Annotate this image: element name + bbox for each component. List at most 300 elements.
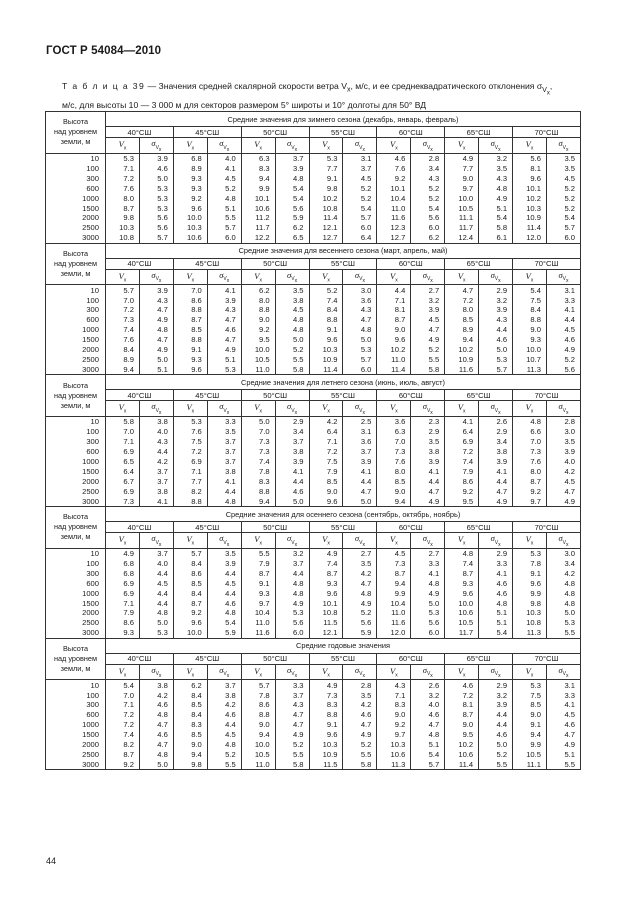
mean-speed-cell: 10.2 <box>309 193 343 203</box>
mean-speed-header: $V_x$ <box>309 138 343 154</box>
latitude-header: 40°СШ <box>106 653 174 664</box>
mean-speed-header: $V_x$ <box>377 664 411 680</box>
std-dev-cell: 3.1 <box>343 153 377 163</box>
mean-speed-cell: 8.4 <box>173 690 207 700</box>
mean-speed-header: $V_x$ <box>513 269 547 285</box>
std-dev-cell: 3.7 <box>207 447 241 457</box>
mean-speed-cell: 12.0 <box>377 628 411 638</box>
std-dev-cell: 3.3 <box>546 690 580 700</box>
std-dev-cell: 2.9 <box>479 680 513 690</box>
std-dev-cell: 2.6 <box>411 680 445 690</box>
mean-speed-cell: 8.4 <box>173 558 207 568</box>
table-row <box>46 558 581 568</box>
std-dev-cell: 5.4 <box>479 628 513 638</box>
mean-speed-cell: 10.9 <box>309 750 343 760</box>
season-title-row <box>46 112 581 127</box>
mean-speed-cell: 7.2 <box>173 447 207 457</box>
std-dev-cell: 4.9 <box>411 588 445 598</box>
mean-speed-cell: 4.9 <box>309 680 343 690</box>
mean-speed-cell: 5.7 <box>173 548 207 558</box>
mean-speed-cell: 10.3 <box>309 345 343 355</box>
std-dev-cell: 5.7 <box>343 213 377 223</box>
std-dev-cell: 3.2 <box>411 690 445 700</box>
height-cell: 2500 <box>46 618 106 628</box>
std-dev-cell: 5.2 <box>207 183 241 193</box>
mean-speed-cell: 10.0 <box>173 213 207 223</box>
latitude-header: 40°СШ <box>106 522 174 533</box>
mean-speed-cell: 9.6 <box>513 173 547 183</box>
std-dev-header: $\sigma_{V_x}$ <box>479 533 513 549</box>
latitude-header: 70°СШ <box>513 127 581 138</box>
mean-speed-cell: 11.2 <box>241 213 275 223</box>
std-dev-cell: 5.2 <box>546 183 580 193</box>
std-dev-cell: 2.6 <box>479 416 513 426</box>
mean-speed-cell: 4.6 <box>445 680 479 690</box>
std-dev-cell: 3.7 <box>275 690 309 700</box>
mean-speed-cell: 9.9 <box>241 183 275 193</box>
std-dev-cell: 4.7 <box>411 325 445 335</box>
season-title: Средние значения для летнего сезона (июнь, июль, август) <box>106 375 581 390</box>
std-dev-cell: 5.1 <box>139 364 173 374</box>
std-dev-cell: 2.9 <box>479 548 513 558</box>
page-number: 44 <box>46 856 57 866</box>
height-cell: 1500 <box>46 598 106 608</box>
mean-speed-cell: 6.8 <box>173 153 207 163</box>
latitude-header: 40°СШ <box>106 127 174 138</box>
mean-speed-cell: 10.5 <box>241 750 275 760</box>
std-dev-cell: 2.9 <box>411 427 445 437</box>
mean-speed-cell: 7.7 <box>173 476 207 486</box>
mean-speed-cell: 9.0 <box>445 173 479 183</box>
std-dev-cell: 3.9 <box>207 295 241 305</box>
mean-speed-cell: 9.7 <box>241 598 275 608</box>
std-dev-cell: 4.8 <box>275 173 309 183</box>
std-dev-cell: 2.9 <box>275 416 309 426</box>
mean-speed-cell: 8.7 <box>377 315 411 325</box>
mean-speed-cell: 7.0 <box>377 437 411 447</box>
height-cell: 3000 <box>46 364 106 374</box>
mean-speed-cell: 8.7 <box>445 568 479 578</box>
mean-speed-cell: 5.2 <box>309 285 343 295</box>
std-dev-cell: 4.8 <box>275 578 309 588</box>
mean-speed-cell: 11.5 <box>309 618 343 628</box>
mean-speed-cell: 8.7 <box>173 315 207 325</box>
mean-speed-cell: 8.4 <box>173 588 207 598</box>
mean-speed-cell: 10.2 <box>445 345 479 355</box>
latitude-header: 50°СШ <box>241 653 309 664</box>
std-dev-cell: 4.3 <box>139 295 173 305</box>
std-dev-cell: 5.0 <box>275 496 309 506</box>
std-dev-cell: 5.2 <box>479 750 513 760</box>
std-dev-cell: 4.6 <box>546 335 580 345</box>
std-dev-cell: 5.4 <box>411 203 445 213</box>
latitude-header-row <box>46 522 581 533</box>
table-row <box>46 153 581 163</box>
mean-speed-cell: 9.6 <box>513 578 547 588</box>
std-dev-cell: 4.2 <box>139 456 173 466</box>
height-cell: 10 <box>46 153 106 163</box>
std-dev-cell: 6.0 <box>546 233 580 243</box>
mean-speed-cell: 8.8 <box>309 315 343 325</box>
height-cell: 1000 <box>46 720 106 730</box>
std-dev-cell: 4.3 <box>343 305 377 315</box>
mean-speed-cell: 11.4 <box>309 213 343 223</box>
std-dev-cell: 5.2 <box>343 193 377 203</box>
mean-speed-cell: 7.9 <box>241 558 275 568</box>
mean-speed-cell: 6.9 <box>445 437 479 447</box>
mean-speed-header: $V_x$ <box>445 533 479 549</box>
mean-speed-header: $V_x$ <box>445 138 479 154</box>
mean-speed-cell: 8.3 <box>309 700 343 710</box>
mean-speed-cell: 10.1 <box>377 183 411 193</box>
mean-speed-cell: 5.5 <box>241 548 275 558</box>
height-column-header: Высота над уровнем земли, м <box>46 638 106 680</box>
std-dev-cell: 3.1 <box>546 285 580 295</box>
std-dev-cell: 3.3 <box>275 680 309 690</box>
std-dev-cell: 4.6 <box>275 486 309 496</box>
std-dev-cell: 4.1 <box>479 466 513 476</box>
table-row <box>46 183 581 193</box>
table-row <box>46 203 581 213</box>
mean-speed-cell: 8.5 <box>309 476 343 486</box>
mean-speed-cell: 9.0 <box>241 720 275 730</box>
height-cell: 2500 <box>46 486 106 496</box>
mean-speed-cell: 12.2 <box>241 233 275 243</box>
mean-speed-cell: 10.9 <box>445 355 479 365</box>
mean-speed-cell: 10.2 <box>445 740 479 750</box>
table-row <box>46 173 581 183</box>
mean-speed-cell: 12.1 <box>309 223 343 233</box>
std-dev-header: $\sigma_{V_x}$ <box>479 269 513 285</box>
std-dev-cell: 4.5 <box>207 730 241 740</box>
mean-speed-cell: 7.6 <box>377 456 411 466</box>
std-dev-cell: 5.5 <box>275 355 309 365</box>
std-dev-cell: 2.7 <box>343 548 377 558</box>
mean-speed-cell: 7.4 <box>106 325 140 335</box>
std-dev-cell: 6.0 <box>411 223 445 233</box>
mean-speed-header: $V_x$ <box>173 533 207 549</box>
std-dev-cell: 3.2 <box>479 153 513 163</box>
mean-speed-cell: 7.9 <box>445 466 479 476</box>
std-dev-cell: 3.9 <box>479 305 513 315</box>
mean-speed-cell: 8.1 <box>513 163 547 173</box>
mean-speed-cell: 9.4 <box>377 496 411 506</box>
std-dev-cell: 4.7 <box>275 710 309 720</box>
std-dev-cell: 3.8 <box>207 690 241 700</box>
std-dev-cell: 4.5 <box>546 173 580 183</box>
latitude-header-row <box>46 653 581 664</box>
mean-speed-cell: 8.8 <box>513 315 547 325</box>
mean-speed-cell: 11.0 <box>241 618 275 628</box>
mean-speed-cell: 7.0 <box>106 295 140 305</box>
std-dev-cell: 3.3 <box>546 295 580 305</box>
mean-speed-cell: 10.1 <box>309 598 343 608</box>
mean-speed-cell: 6.2 <box>241 285 275 295</box>
mean-speed-cell: 4.3 <box>377 680 411 690</box>
mean-speed-cell: 7.2 <box>106 720 140 730</box>
variable-header-row <box>46 138 581 154</box>
std-dev-header: $\sigma_{V_x}$ <box>343 138 377 154</box>
table-row <box>46 720 581 730</box>
std-dev-header: $\sigma_{V_x}$ <box>207 138 241 154</box>
mean-speed-cell: 5.4 <box>513 285 547 295</box>
std-dev-cell: 6.4 <box>343 233 377 243</box>
std-dev-cell: 3.8 <box>275 447 309 457</box>
mean-speed-cell: 10.9 <box>309 355 343 365</box>
std-dev-cell: 6.2 <box>411 233 445 243</box>
mean-speed-cell: 7.5 <box>513 690 547 700</box>
latitude-header: 55°СШ <box>309 390 377 401</box>
mean-speed-cell: 7.1 <box>377 690 411 700</box>
mean-speed-cell: 11.6 <box>445 364 479 374</box>
std-dev-cell: 4.9 <box>546 740 580 750</box>
std-dev-cell: 3.4 <box>546 558 580 568</box>
std-dev-cell: 5.6 <box>546 364 580 374</box>
std-dev-cell: 4.4 <box>275 568 309 578</box>
height-cell: 600 <box>46 447 106 457</box>
mean-speed-cell: 8.8 <box>309 710 343 720</box>
mean-speed-cell: 8.8 <box>241 486 275 496</box>
mean-speed-cell: 10.9 <box>513 213 547 223</box>
mean-speed-cell: 6.6 <box>513 427 547 437</box>
table-row <box>46 680 581 690</box>
mean-speed-header: $V_x$ <box>106 401 140 417</box>
table-row <box>46 618 581 628</box>
std-dev-cell: 4.2 <box>343 700 377 710</box>
table-row <box>46 476 581 486</box>
height-cell: 1000 <box>46 588 106 598</box>
mean-speed-cell: 9.5 <box>241 335 275 345</box>
std-dev-cell: 5.3 <box>343 345 377 355</box>
latitude-header: 55°СШ <box>309 522 377 533</box>
mean-speed-cell: 10.5 <box>445 203 479 213</box>
mean-speed-cell: 9.4 <box>513 730 547 740</box>
std-dev-cell: 5.3 <box>479 355 513 365</box>
std-dev-cell: 4.7 <box>343 315 377 325</box>
std-dev-cell: 4.1 <box>207 285 241 295</box>
std-dev-cell: 5.5 <box>275 750 309 760</box>
mean-speed-cell: 10.3 <box>513 608 547 618</box>
latitude-header: 45°СШ <box>173 258 241 269</box>
std-dev-cell: 4.1 <box>479 568 513 578</box>
std-dev-cell: 4.7 <box>139 720 173 730</box>
mean-speed-cell: 8.3 <box>173 720 207 730</box>
std-dev-cell: 4.7 <box>139 740 173 750</box>
latitude-header: 65°СШ <box>445 653 513 664</box>
mean-speed-cell: 4.8 <box>513 416 547 426</box>
table-row <box>46 588 581 598</box>
mean-speed-cell: 8.1 <box>445 700 479 710</box>
std-dev-cell: 4.8 <box>546 588 580 598</box>
std-dev-cell: 4.6 <box>411 710 445 720</box>
std-dev-cell: 3.8 <box>411 447 445 457</box>
mean-speed-header: $V_x$ <box>173 664 207 680</box>
height-cell: 100 <box>46 427 106 437</box>
latitude-header: 60°СШ <box>377 127 445 138</box>
mean-speed-cell: 9.5 <box>445 730 479 740</box>
mean-speed-cell: 10.1 <box>513 183 547 193</box>
mean-speed-cell: 9.4 <box>106 364 140 374</box>
mean-speed-header: $V_x$ <box>173 269 207 285</box>
std-dev-cell: 2.7 <box>411 285 445 295</box>
mean-speed-cell: 9.6 <box>377 335 411 345</box>
mean-speed-cell: 9.3 <box>513 335 547 345</box>
mean-speed-cell: 7.8 <box>513 558 547 568</box>
mean-speed-cell: 9.8 <box>173 759 207 769</box>
mean-speed-cell: 11.0 <box>241 364 275 374</box>
std-dev-cell: 3.9 <box>411 456 445 466</box>
std-dev-cell: 4.8 <box>479 183 513 193</box>
std-dev-cell: 4.6 <box>207 325 241 335</box>
std-dev-cell: 3.4 <box>275 427 309 437</box>
mean-speed-cell: 6.9 <box>106 447 140 457</box>
std-dev-cell: 3.8 <box>139 416 173 426</box>
mean-speed-header: $V_x$ <box>309 401 343 417</box>
table-row <box>46 364 581 374</box>
variable-header-row <box>46 401 581 417</box>
table-row <box>46 335 581 345</box>
std-dev-cell: 4.1 <box>275 466 309 476</box>
std-dev-cell: 5.5 <box>546 628 580 638</box>
mean-speed-cell: 10.0 <box>445 193 479 203</box>
mean-speed-cell: 9.6 <box>309 496 343 506</box>
mean-speed-cell: 9.4 <box>445 335 479 345</box>
std-dev-cell: 3.7 <box>139 548 173 558</box>
std-dev-cell: 4.8 <box>411 578 445 588</box>
variable-header-row <box>46 664 581 680</box>
std-dev-cell: 5.5 <box>343 750 377 760</box>
mean-speed-cell: 5.3 <box>173 416 207 426</box>
mean-speed-cell: 9.1 <box>309 720 343 730</box>
std-dev-cell: 4.3 <box>479 173 513 183</box>
std-dev-header: $\sigma_{V_x}$ <box>139 664 173 680</box>
table-row <box>46 750 581 760</box>
height-cell: 300 <box>46 305 106 315</box>
mean-speed-cell: 10.5 <box>241 355 275 365</box>
mean-speed-cell: 8.6 <box>241 700 275 710</box>
mean-speed-cell: 6.9 <box>173 456 207 466</box>
mean-speed-cell: 10.4 <box>377 193 411 203</box>
table-row <box>46 456 581 466</box>
latitude-header: 60°СШ <box>377 258 445 269</box>
table-row <box>46 628 581 638</box>
std-dev-header: $\sigma_{V_x}$ <box>343 401 377 417</box>
mean-speed-cell: 9.1 <box>309 173 343 183</box>
std-dev-header: $\sigma_{V_x}$ <box>479 401 513 417</box>
mean-speed-cell: 9.7 <box>513 496 547 506</box>
std-dev-cell: 4.1 <box>139 496 173 506</box>
mean-speed-cell: 8.6 <box>445 476 479 486</box>
mean-speed-cell: 7.4 <box>309 295 343 305</box>
mean-speed-cell: 9.0 <box>377 325 411 335</box>
std-dev-cell: 3.3 <box>207 416 241 426</box>
mean-speed-header: $V_x$ <box>445 401 479 417</box>
latitude-header-row <box>46 390 581 401</box>
mean-speed-cell: 7.3 <box>377 558 411 568</box>
mean-speed-cell: 9.8 <box>309 183 343 193</box>
mean-speed-cell: 9.6 <box>309 588 343 598</box>
mean-speed-cell: 8.7 <box>106 750 140 760</box>
mean-speed-cell: 9.0 <box>445 720 479 730</box>
height-cell: 2500 <box>46 223 106 233</box>
mean-speed-cell: 8.0 <box>377 466 411 476</box>
mean-speed-cell: 8.7 <box>309 568 343 578</box>
std-dev-cell: 4.3 <box>275 700 309 710</box>
mean-speed-cell: 5.3 <box>513 548 547 558</box>
std-dev-cell: 4.8 <box>411 730 445 740</box>
std-dev-cell: 4.2 <box>139 690 173 700</box>
std-dev-cell: 4.9 <box>139 315 173 325</box>
std-dev-cell: 3.9 <box>343 456 377 466</box>
std-dev-cell: 3.9 <box>411 305 445 315</box>
mean-speed-cell: 9.0 <box>513 325 547 335</box>
std-dev-cell: 4.8 <box>139 710 173 720</box>
mean-speed-cell: 10.3 <box>106 223 140 233</box>
latitude-header: 45°СШ <box>173 522 241 533</box>
std-dev-cell: 5.3 <box>139 193 173 203</box>
mean-speed-cell: 11.6 <box>377 618 411 628</box>
mean-speed-cell: 10.6 <box>377 750 411 760</box>
std-dev-cell: 4.9 <box>343 730 377 740</box>
table-row <box>46 578 581 588</box>
mean-speed-cell: 9.6 <box>445 588 479 598</box>
mean-speed-header: $V_x$ <box>106 533 140 549</box>
std-dev-header: $\sigma_{V_x}$ <box>411 664 445 680</box>
mean-speed-cell: 10.2 <box>513 193 547 203</box>
std-dev-cell: 5.8 <box>411 364 445 374</box>
std-dev-cell: 4.4 <box>546 315 580 325</box>
mean-speed-cell: 8.0 <box>513 466 547 476</box>
std-dev-cell: 4.8 <box>139 608 173 618</box>
std-dev-cell: 5.0 <box>479 345 513 355</box>
std-dev-cell: 4.8 <box>275 325 309 335</box>
std-dev-cell: 4.1 <box>546 305 580 315</box>
std-dev-cell: 4.4 <box>207 588 241 598</box>
std-dev-cell: 3.3 <box>411 558 445 568</box>
height-cell: 300 <box>46 437 106 447</box>
mean-speed-cell: 8.0 <box>241 295 275 305</box>
mean-speed-cell: 4.9 <box>309 548 343 558</box>
std-dev-header: $\sigma_{V_x}$ <box>139 269 173 285</box>
mean-speed-cell: 3.6 <box>377 416 411 426</box>
mean-speed-cell: 5.4 <box>106 680 140 690</box>
mean-speed-header: $V_x$ <box>241 533 275 549</box>
std-dev-cell: 4.9 <box>479 496 513 506</box>
mean-speed-cell: 11.1 <box>513 759 547 769</box>
height-cell: 2000 <box>46 213 106 223</box>
mean-speed-cell: 4.9 <box>445 153 479 163</box>
height-cell: 3000 <box>46 628 106 638</box>
std-dev-cell: 4.2 <box>343 568 377 578</box>
height-cell: 10 <box>46 416 106 426</box>
table-row <box>46 466 581 476</box>
mean-speed-cell: 7.1 <box>106 598 140 608</box>
std-dev-header: $\sigma_{V_x}$ <box>207 401 241 417</box>
mean-speed-cell: 4.6 <box>377 153 411 163</box>
mean-speed-cell: 7.2 <box>309 447 343 457</box>
mean-speed-cell: 5.6 <box>513 153 547 163</box>
mean-speed-cell: 8.3 <box>377 700 411 710</box>
latitude-header: 55°СШ <box>309 258 377 269</box>
std-dev-cell: 5.0 <box>411 598 445 608</box>
std-dev-cell: 3.9 <box>546 447 580 457</box>
std-dev-header: $\sigma_{V_x}$ <box>139 401 173 417</box>
mean-speed-cell: 9.4 <box>241 173 275 183</box>
height-cell: 3000 <box>46 233 106 243</box>
mean-speed-cell: 9.3 <box>309 578 343 588</box>
mean-speed-cell: 5.3 <box>309 153 343 163</box>
std-dev-header: $\sigma_{V_x}$ <box>275 664 309 680</box>
